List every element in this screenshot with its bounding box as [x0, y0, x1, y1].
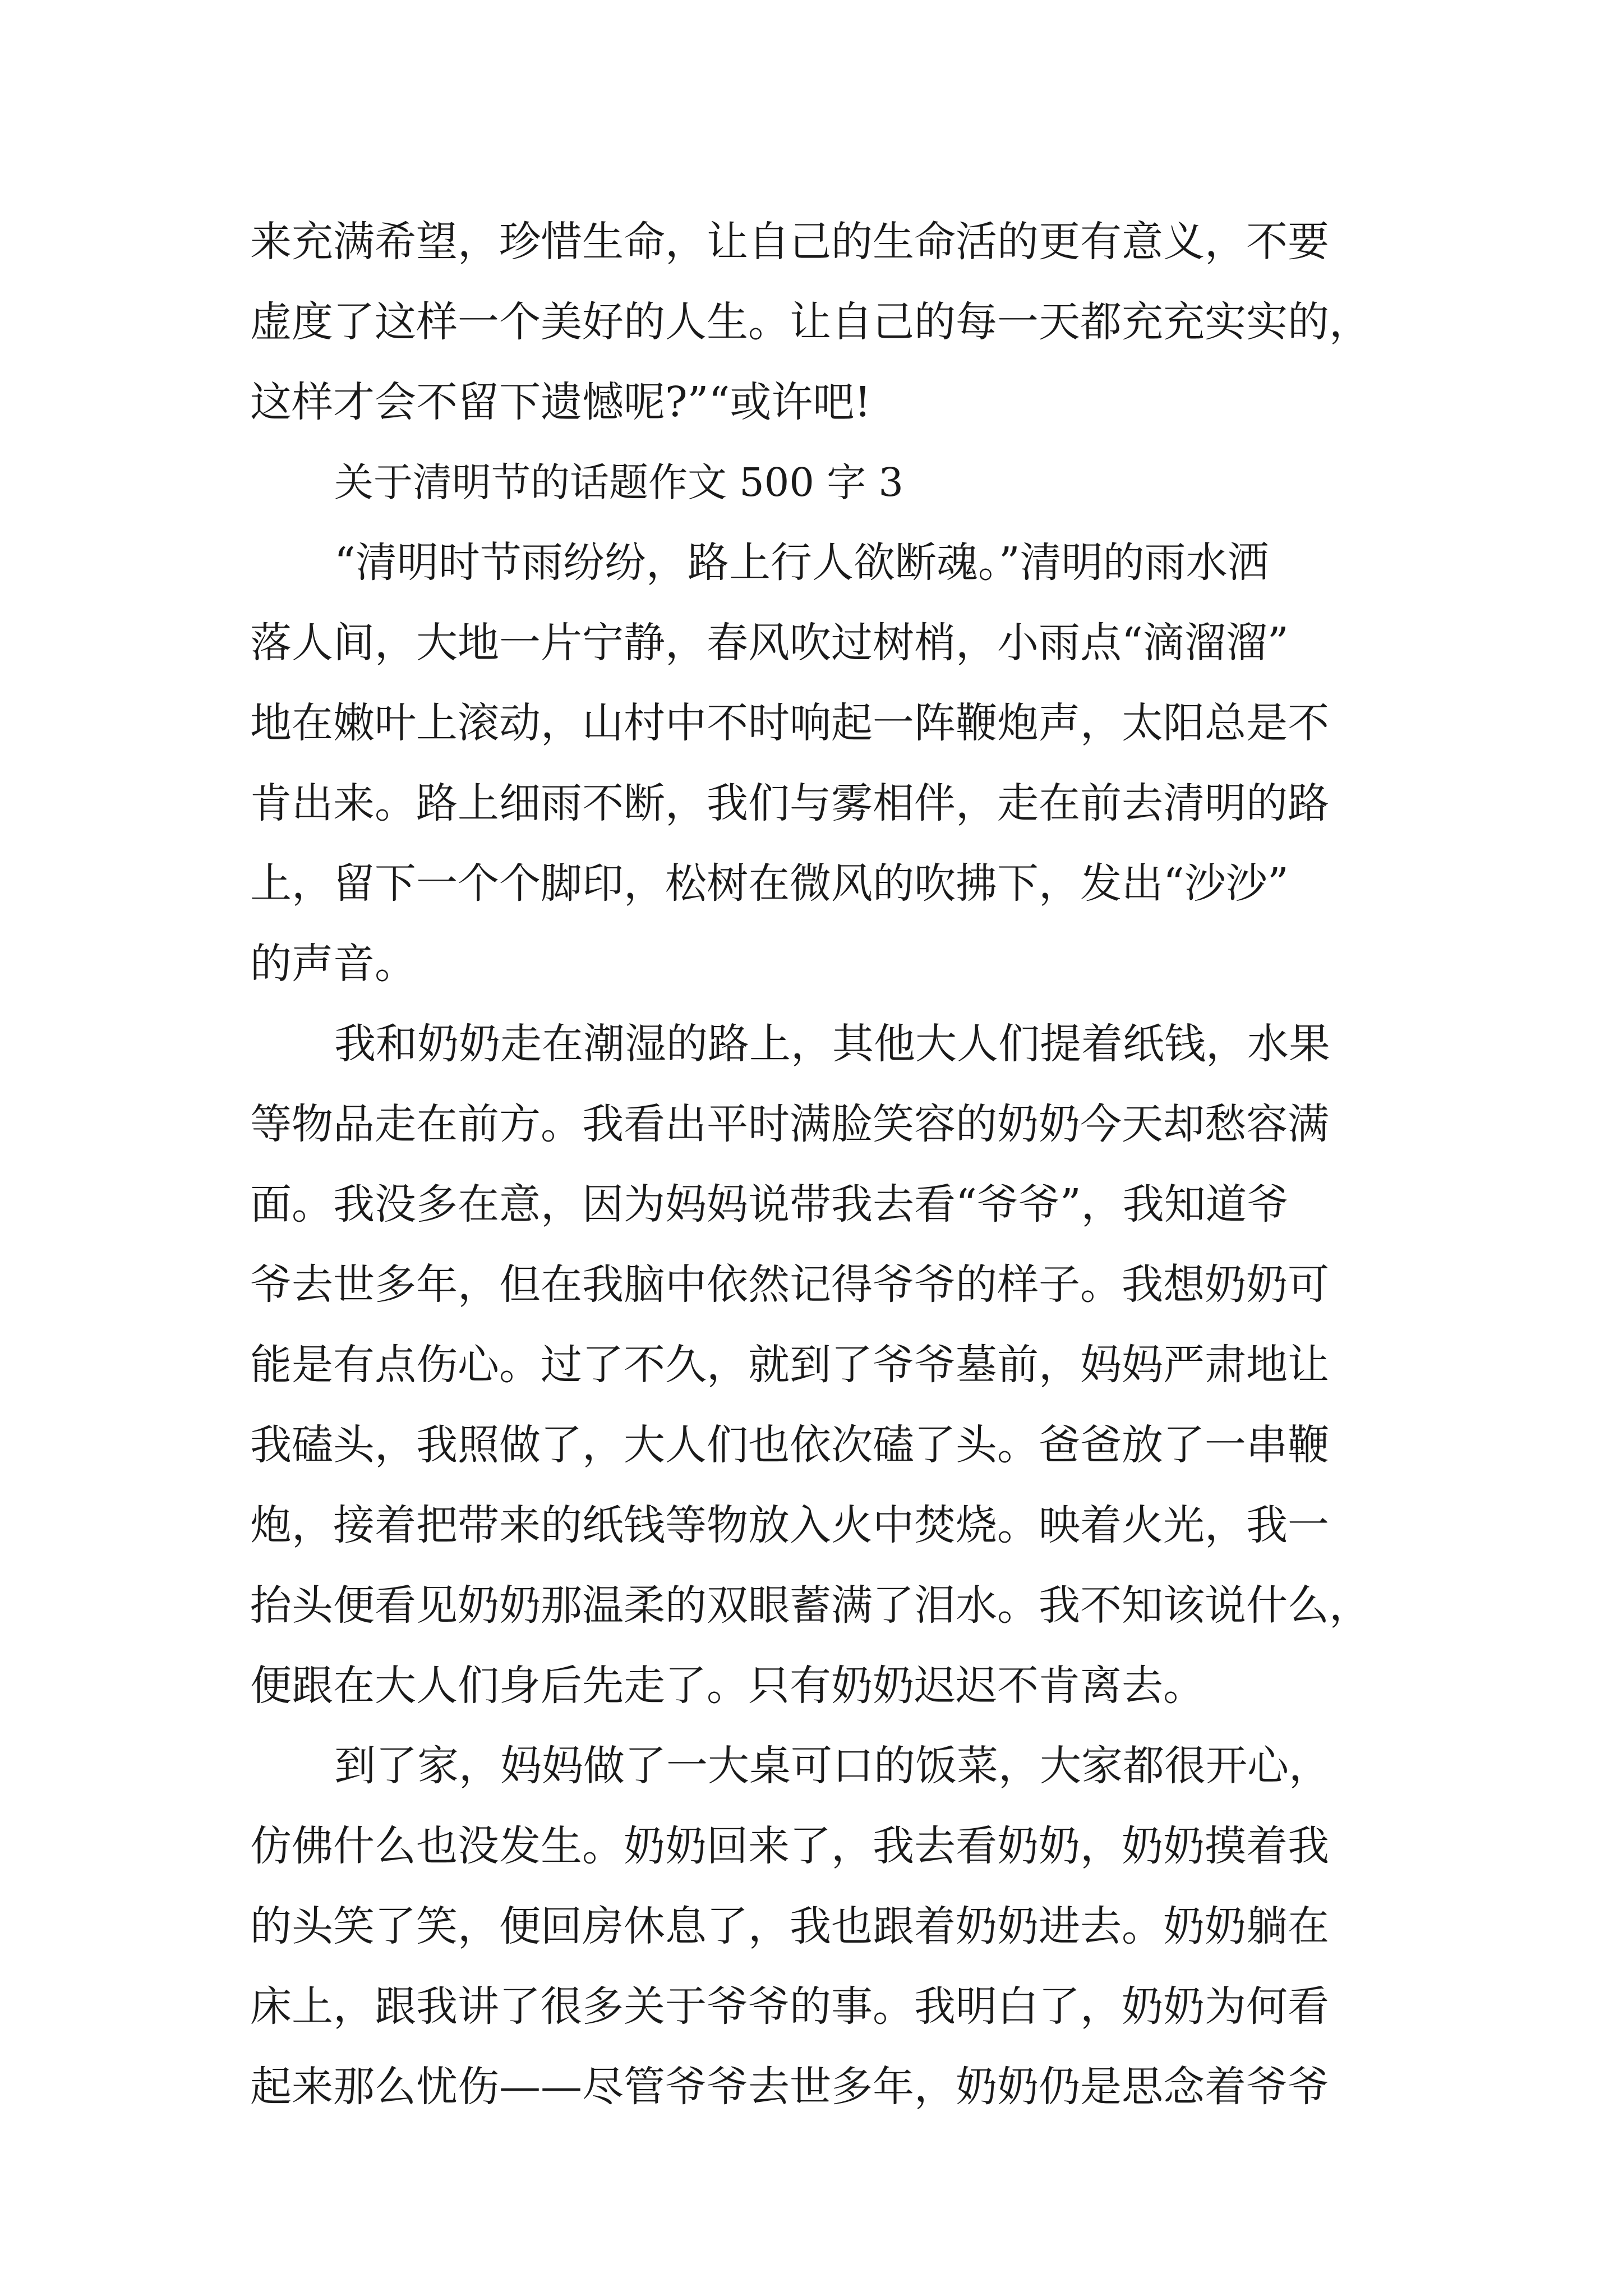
text-line: 来充满希望，珍惜生命，让自己的生命活的更有意义，不要 [250, 218, 1329, 266]
section-heading: 关于清明节的话题作文 500 字 3 [334, 459, 903, 505]
document-body [250, 202, 1377, 2127]
text-line: 的头笑了笑，便回房休息了，我也跟着奶奶进去。奶奶躺在 [250, 1902, 1329, 1950]
text-line: 能是有点伤心。过了不久，就到了爷爷墓前，妈妈严肃地让 [250, 1341, 1329, 1389]
text-line: 虚度了这样一个美好的人生。让自己的每一天都充充实实的， [250, 298, 1371, 346]
text-line: 床上，跟我讲了很多关于爷爷的事。我明白了，奶奶为何看 [250, 1982, 1329, 2031]
text-line: 上，留下一个个脚印，松树在微风的吹拂下，发出“沙沙” [250, 859, 1289, 908]
text-line: 面。我没多在意，因为妈妈说带我去看“爷爷”，我知道爷 [250, 1180, 1289, 1228]
text-line: 地在嫩叶上滚动，山村中不时响起一阵鞭炮声，太阳总是不 [250, 699, 1329, 747]
text-line: 这样才会不留下遗憾呢?”“或许吧! [250, 378, 872, 426]
text-line: 我磕头，我照做了，大人们也依次磕了头。爸爸放了一串鞭 [250, 1421, 1329, 1469]
text-line: 炮，接着把带来的纸钱等物放入火中焚烧。映着火光，我一 [250, 1501, 1329, 1549]
text-line: 落人间，大地一片宁静，春风吹过树梢，小雨点“滴溜溜” [250, 619, 1289, 667]
text-line: 爷去世多年，但在我脑中依然记得爷爷的样子。我想奶奶可 [250, 1260, 1329, 1309]
text-line: 我和奶奶走在潮湿的路上，其他大人们提着纸钱，水果 [334, 1020, 1330, 1068]
text-line: 肯出来。路上细雨不断，我们与雾相伴，走在前去清明的路 [250, 779, 1329, 827]
text-line: 等物品走在前方。我看出平时满脸笑容的奶奶今天却愁容满 [250, 1100, 1329, 1148]
text-line: “清明时节雨纷纷，路上行人欲断魂。”清明的雨水洒 [334, 539, 1269, 587]
text-line: 到了家，妈妈做了一大桌可口的饭菜，大家都很开心， [334, 1742, 1330, 1790]
text-line: 便跟在大人们身后先走了。只有奶奶迟迟不肯离去。 [250, 1662, 1205, 1710]
text-line: 仿佛什么也没发生。奶奶回来了，我去看奶奶，奶奶摸着我 [250, 1822, 1329, 1870]
text-line: 起来那么忧伤——尽管爷爷去世多年，奶奶仍是思念着爷爷 [250, 2063, 1329, 2111]
text-line: 抬头便看见奶奶那温柔的双眼蓄满了泪水。我不知该说什么， [250, 1581, 1371, 1630]
text-line: 的声音。 [250, 940, 416, 988]
